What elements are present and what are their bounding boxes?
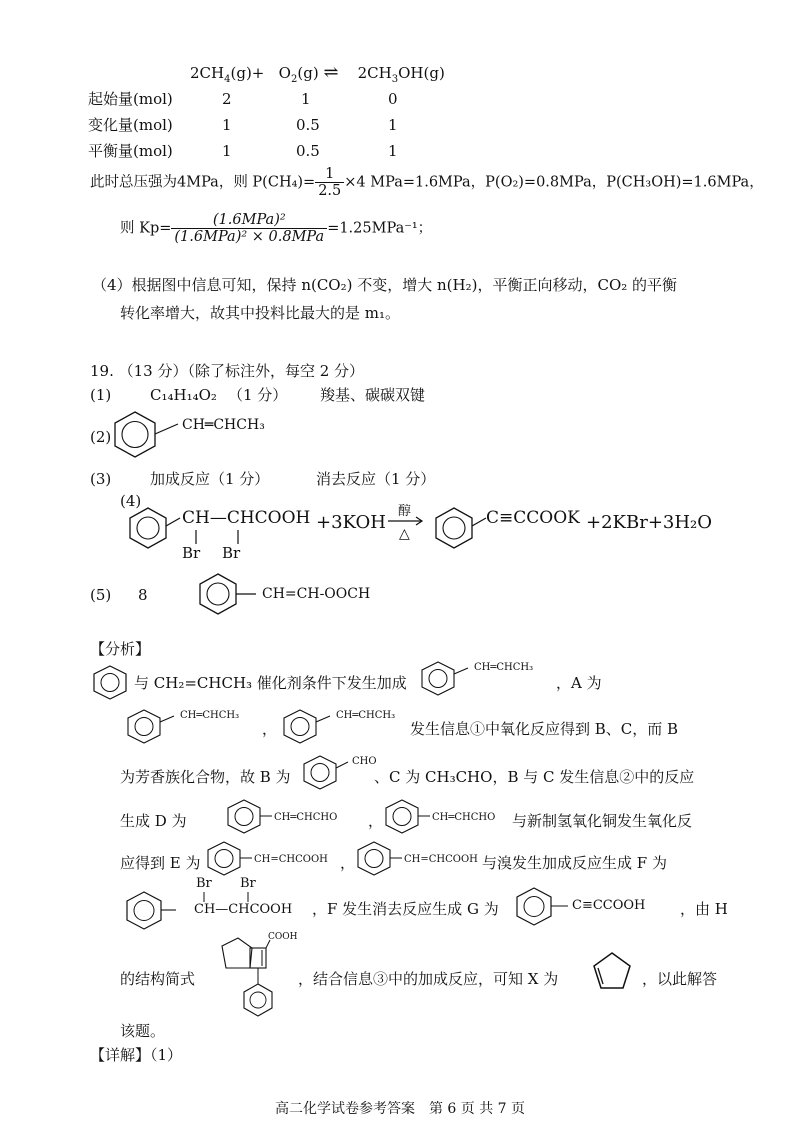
reaction-type: 加成反应（1 分） <box>150 470 270 488</box>
kp-line: 则 Kp= $\frac{\text{(1.6MPa)²}}{\text{(1.6MPa)² × 0.8MPa}}$ =1.25MPa⁻¹； <box>120 212 433 245</box>
analysis-text: 该题。 <box>120 1022 166 1040</box>
analysis-text: 应得到 E 为 <box>120 854 201 872</box>
benzene-ring-icon <box>126 708 168 748</box>
substituent-label: CH═CHCHO <box>274 812 338 823</box>
analysis-text: ， <box>368 812 384 830</box>
condition-label: 醇 <box>398 504 412 519</box>
benzene-ring-icon <box>384 798 426 838</box>
substituent-label: CH=CHCOOH <box>254 854 328 865</box>
reaction-type: 消去反应（1 分） <box>316 470 436 488</box>
isomer-count: 8 <box>138 586 148 604</box>
answer-number: (5) <box>90 586 112 604</box>
answer-number: (1) <box>90 386 112 404</box>
analysis-text: ，F 发生消去反应生成 G 为 <box>312 900 499 918</box>
analysis-heading: 【分析】 <box>90 640 151 658</box>
substituent-label: CH═CHCH₃ <box>180 710 240 721</box>
analysis-text: ，以此解答 <box>642 970 718 988</box>
analysis-text: 与溴发生加成反应生成 F 为 <box>482 854 667 872</box>
answer-number: (2) <box>90 428 112 446</box>
table-cell: 1 <box>222 116 232 134</box>
analysis-text: 、C 为 CH₃CHO，B 与 C 发生信息②中的反应 <box>374 768 695 786</box>
substituent-label: CHO <box>352 756 377 767</box>
benzene-ring-icon <box>432 506 482 550</box>
benzene-ring-icon <box>196 572 246 616</box>
substituent-label: COOH <box>268 932 298 942</box>
answer-number: (4) <box>120 492 142 510</box>
bromine-label: Br <box>240 876 256 891</box>
benzene-ring-icon <box>282 708 324 748</box>
comma: ， <box>340 854 356 872</box>
reaction-arrow <box>388 516 428 526</box>
byproducts-label: +2KBr+3H₂O <box>586 512 713 533</box>
comma: ， <box>262 720 278 738</box>
analysis-text: 生成 D 为 <box>120 812 187 830</box>
analysis-text: ，结合信息③中的加成反应，可知 X 为 <box>298 970 559 988</box>
answer-number: (3) <box>90 470 112 488</box>
benzene-ring-icon <box>226 798 268 838</box>
analysis-text: 与 CH₂=CHCH₃ 催化剂条件下发生加成 <box>134 674 407 692</box>
page-footer: 高二化学试卷参考答案 第 6 页 共 7 页 <box>274 1101 526 1117</box>
analysis-text: 与新制氢氧化铜发生氧化反 <box>512 812 693 830</box>
cyclopentene-icon <box>590 950 634 994</box>
table-cell: 0.5 <box>296 116 320 134</box>
q19-heading: 19. （13 分）（除了标注外，每空 2 分） <box>90 362 365 380</box>
reagent-label: +3KOH <box>316 512 386 533</box>
benzene-ring-icon <box>420 660 462 700</box>
substituent-label: CH═CHCH₃ <box>182 417 265 433</box>
substituent-label: CH=CHCOOH <box>404 854 478 865</box>
benzene-ring-icon <box>302 754 344 794</box>
substituent-label: CH—CHCOOH <box>194 902 293 917</box>
benzene-ring-icon <box>356 840 398 880</box>
analysis-text: 的结构简式 <box>120 970 196 988</box>
detail-heading: 【详解】（1） <box>90 1046 183 1064</box>
analysis-text: ，由 H <box>680 900 728 918</box>
substituent-label: CH═CHCHO <box>432 812 496 823</box>
table-cell: 1 <box>301 90 311 108</box>
benzene-ring-icon <box>110 410 170 460</box>
substituent-label: CH—CHCOOH <box>182 508 311 528</box>
table-row: 变化量(mol) <box>88 116 173 134</box>
benzene-ring-icon <box>92 664 132 702</box>
q4-line-2: 转化率增大，故其中投料比最大的是 m₁。 <box>120 304 401 322</box>
functional-groups: 羧基、碳碳双键 <box>320 386 426 404</box>
table-row: 平衡量(mol) <box>88 142 173 160</box>
table-cell: 1 <box>222 142 232 160</box>
table-cell: 0.5 <box>296 142 320 160</box>
h-structure-icon <box>202 932 292 1032</box>
table-cell: 1 <box>388 142 398 160</box>
substituent-label: CH═CHCH₃ <box>336 710 396 721</box>
benzene-ring-icon <box>126 506 176 550</box>
molecular-formula: C₁₄H₁₄O₂ <box>150 386 217 404</box>
bromine-label: Br <box>182 544 201 562</box>
bromine-label: Br <box>222 544 241 562</box>
score-note: （1 分） <box>228 386 288 404</box>
pressure-line: 此时总压强为4MPa，则 P(CH₄)= $\frac{1}{2.5}$ ×4 MPa=1.6MPa，P(O₂)=0.8MPa，P(CH₃OH)=1.6MPa， <box>90 166 764 199</box>
analysis-text: 为芳香族化合物，故 B 为 <box>120 768 291 786</box>
equilibrium-equation: $2CH_4(g)+$ $O_2(g)$ ⇌ $2CH_3OH(g)$ <box>190 62 445 85</box>
substituent-label: CH═CHCH₃ <box>474 662 534 673</box>
analysis-text: 发生信息①中氧化反应得到 B、C，而 B <box>410 720 679 738</box>
condition-label: △ <box>399 526 410 542</box>
product-label: C≡CCOOK <box>486 508 580 528</box>
table-cell: 1 <box>388 116 398 134</box>
q4-line-1: （4）根据图中信息可知，保持 n(CO₂) 不变，增大 n(H₂)，平衡正向移动，CO₂ 的平衡 <box>92 276 678 294</box>
table-cell: 2 <box>222 90 232 108</box>
substituent-label: CH=CH-OOCH <box>262 586 371 602</box>
table-cell: 0 <box>388 90 398 108</box>
benzene-ring-icon <box>124 890 170 932</box>
analysis-text: ，A 为 <box>556 674 602 692</box>
substituent-label: C≡CCOOH <box>572 898 646 913</box>
bromine-label: Br <box>196 876 212 891</box>
benzene-ring-icon <box>206 840 248 880</box>
table-row: 起始量(mol) <box>88 90 173 108</box>
benzene-ring-icon <box>514 886 560 928</box>
